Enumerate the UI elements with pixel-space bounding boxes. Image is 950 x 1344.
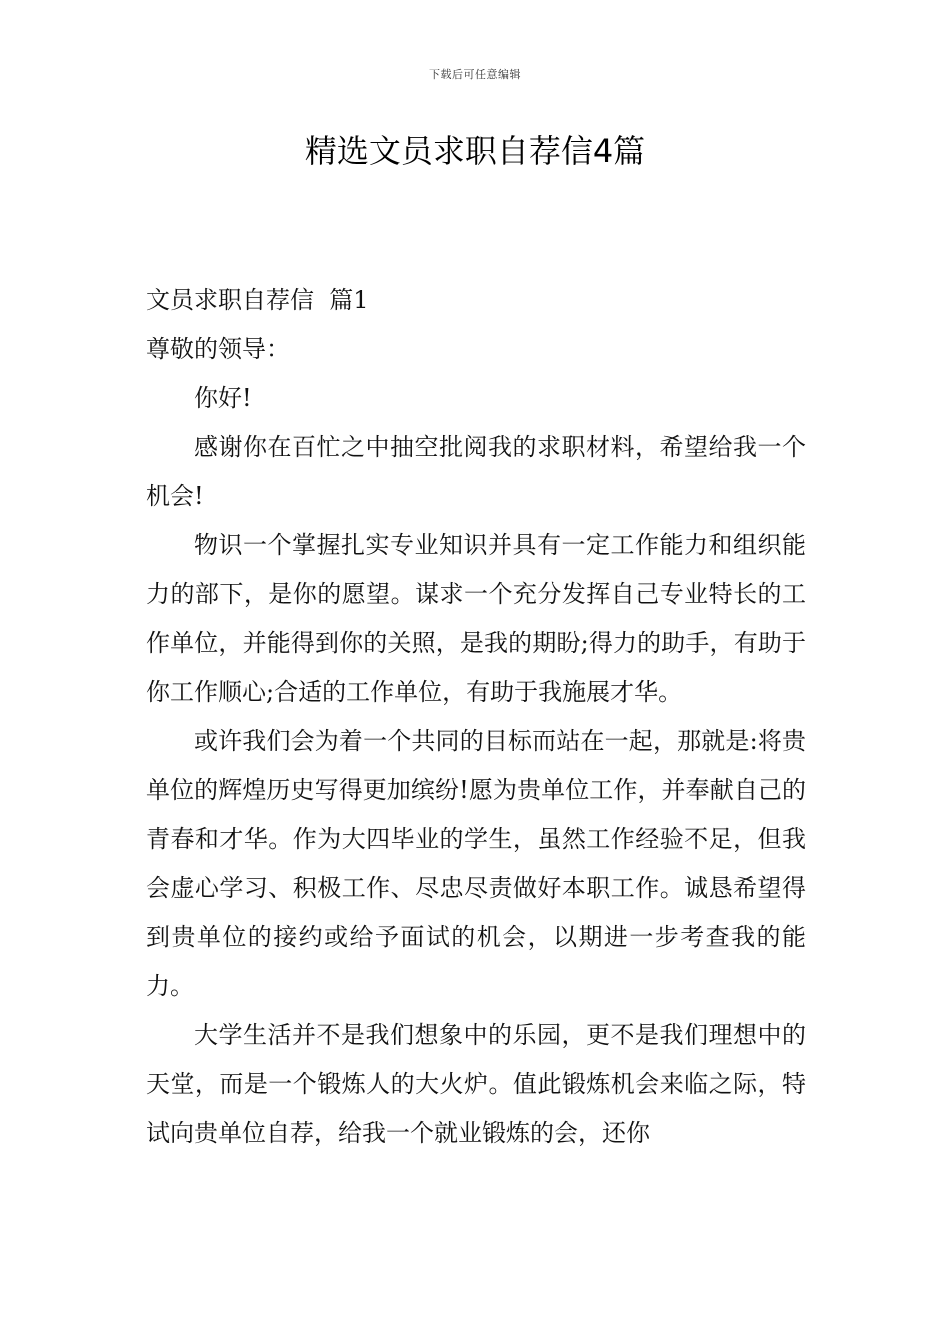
paragraph-thanks: 感谢你在百忙之中抽空批阅我的求职材料，希望给我一个机会! — [146, 433, 806, 510]
letter-body — [146, 276, 806, 1158]
header-note: 下载后可任意编辑 — [429, 68, 521, 81]
section-heading: 文员求职自荐信 篇1 — [146, 286, 369, 314]
document-title: 精选文员求职自荐信4篇 — [304, 132, 646, 170]
paragraph-wishes: 物识一个掌握扎实专业知识并具有一定工作能力和组织能力的部下，是你的愿望。谋求一个充分发挥自己专业特长的工作单位，并能得到你的关照，是我的期盼;得力的助手，有助于你工作顺心;合适的工作单位，有助于我施展才华。 — [146, 531, 806, 706]
paragraph-greeting: 你好! — [194, 384, 252, 412]
paragraph-university-life: 大学生活并不是我们想象中的乐园，更不是我们理想中的天堂，而是一个锻炼人的大火炉。值此锻炼机会来临之际，特试向贵单位自荐，给我一个就业锻炼的会，还你 — [146, 1021, 806, 1147]
salutation: 尊敬的领导： — [146, 335, 290, 363]
paragraph-goal: 或许我们会为着一个共同的目标而站在一起，那就是:将贵单位的辉煌历史写得更加缤纷!愿为贵单位工作，并奉献自己的青春和才华。作为大四毕业的学生，虽然工作经验不足，但我会虚心学习、积极工作、尽忠尽责做好本职工作。诚恳希望得到贵单位的接约或给予面试的机会，以期进一步考查我的能力。 — [146, 727, 806, 1000]
